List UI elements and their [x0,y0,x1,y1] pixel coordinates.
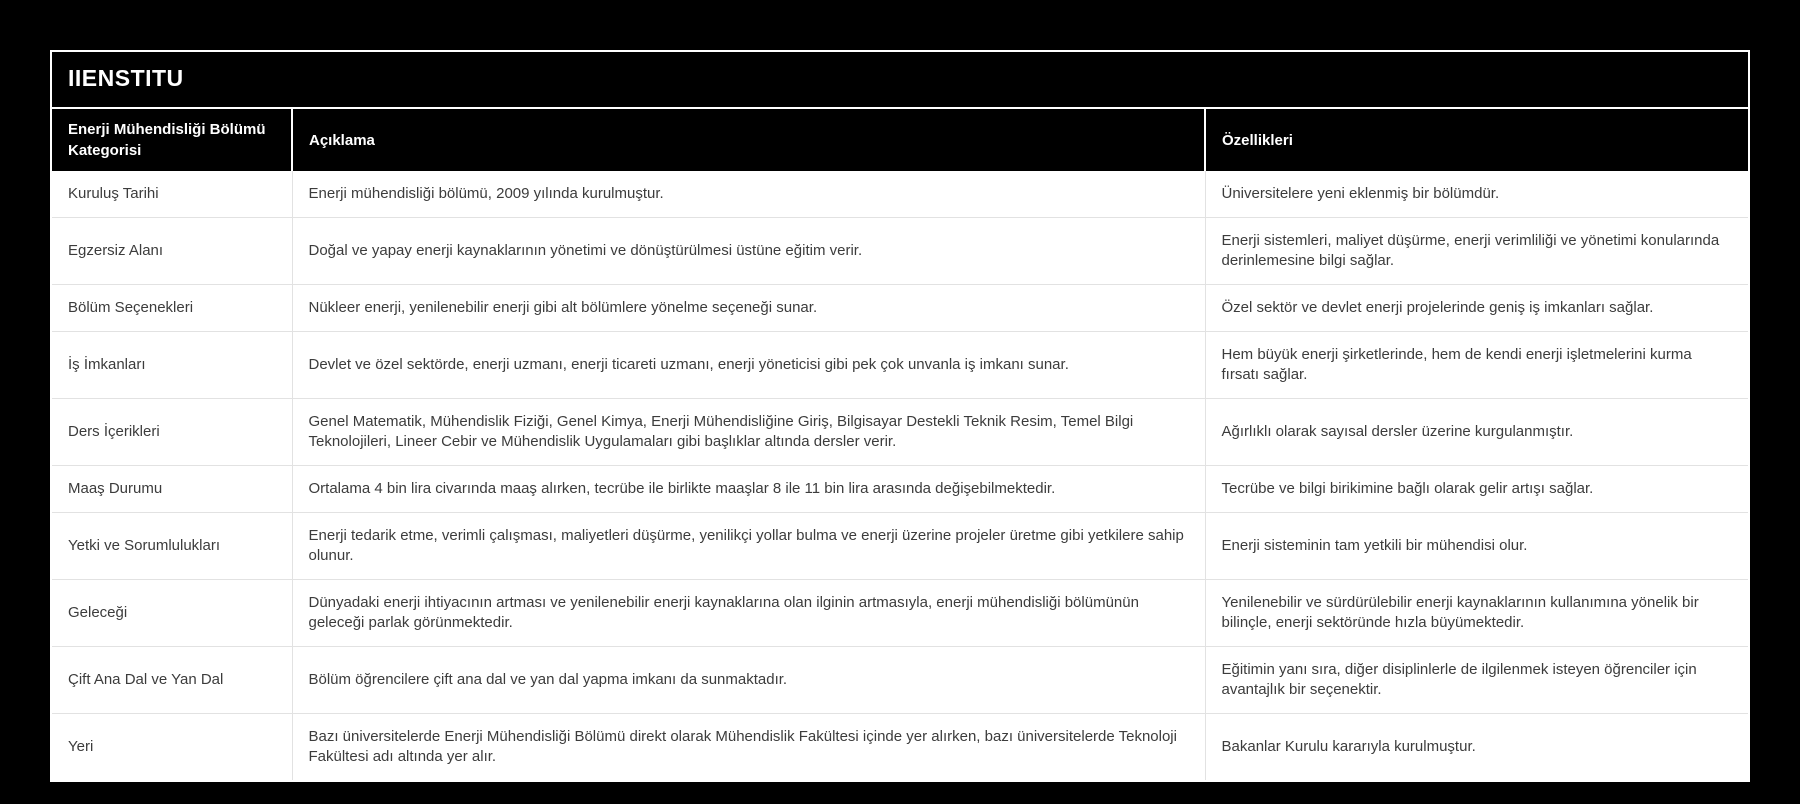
cell-description: Genel Matematik, Mühendislik Fiziği, Genel Kimya, Enerji Mühendisliğine Giriş, Bilgisayar Destekli Teknik Resim, Temel Bilgi Teknolojileri, Lineer Cebir ve Mühendislik Uygulamaları gibi başlıklar altında dersler verir. [292,399,1205,466]
cell-description: Ortalama 4 bin lira civarında maaş alırken, tecrübe ile birlikte maaşlar 8 ile 11 bin lira arasında değişebilmektedir. [292,466,1205,513]
table-row [52,714,1748,781]
cell-category: Maaş Durumu [52,466,292,513]
table-row [52,285,1748,332]
cell-category: Kuruluş Tarihi [52,171,292,218]
cell-category: Çift Ana Dal ve Yan Dal [52,647,292,714]
cell-features: Ağırlıklı olarak sayısal dersler üzerine kurgulanmıştır. [1205,399,1748,466]
cell-features: Özel sektör ve devlet enerji projelerinde geniş iş imkanları sağlar. [1205,285,1748,332]
cell-features: Bakanlar Kurulu kararıyla kurulmuştur. [1205,714,1748,781]
cell-category: Ders İçerikleri [52,399,292,466]
cell-category: İş İmkanları [52,332,292,399]
table-row [52,218,1748,285]
cell-description: Dünyadaki enerji ihtiyacının artması ve yenilenebilir enerji kaynaklarına olan ilginin artmasıyla, enerji mühendisliği bölümünün geleceği parlak görünmektedir. [292,580,1205,647]
cell-features: Hem büyük enerji şirketlerinde, hem de kendi enerji işletmelerini kurma fırsatı sağlar. [1205,332,1748,399]
header-row [52,109,1748,171]
cell-description: Bölüm öğrencilere çift ana dal ve yan dal yapma imkanı da sunmaktadır. [292,647,1205,714]
table-row [52,171,1748,218]
cell-category: Yetki ve Sorumlulukları [52,513,292,580]
cell-description: Bazı üniversitelerde Enerji Mühendisliği Bölümü direkt olarak Mühendislik Fakültesi içinde yer alırken, bazı üniversitelerde Teknoloji Fakültesi adı altında yer alır. [292,714,1205,781]
column-header-category: Enerji Mühendisliği Bölümü Kategorisi [52,109,292,171]
cell-features: Tecrübe ve bilgi birikimine bağlı olarak gelir artışı sağlar. [1205,466,1748,513]
cell-category: Bölüm Seçenekleri [52,285,292,332]
table-row [52,580,1748,647]
cell-description: Nükleer enerji, yenilenebilir enerji gibi alt bölümlere yönelme seçeneği sunar. [292,285,1205,332]
table-body [52,171,1748,780]
brand-title: IIENSTITU [52,52,1748,109]
cell-description: Enerji mühendisliği bölümü, 2009 yılında kurulmuştur. [292,171,1205,218]
table-row [52,332,1748,399]
info-table-card [50,50,1750,782]
cell-category: Yeri [52,714,292,781]
info-table [52,109,1748,780]
table-row [52,399,1748,466]
cell-description: Doğal ve yapay enerji kaynaklarının yönetimi ve dönüştürülmesi üstüne eğitim verir. [292,218,1205,285]
cell-description: Enerji tedarik etme, verimli çalışması, maliyetleri düşürme, yenilikçi yollar bulma ve enerji üzerine projeler üretme gibi yetkilere sahip olunur. [292,513,1205,580]
cell-category: Egzersiz Alanı [52,218,292,285]
cell-features: Üniversitelere yeni eklenmiş bir bölümdür. [1205,171,1748,218]
cell-features: Eğitimin yanı sıra, diğer disiplinlerle de ilgilenmek isteyen öğrenciler için avantajlık bir seçenektir. [1205,647,1748,714]
table-row [52,466,1748,513]
cell-features: Enerji sistemleri, maliyet düşürme, enerji verimliliği ve yönetimi konularında derinlemesine bilgi sağlar. [1205,218,1748,285]
cell-category: Geleceği [52,580,292,647]
table-header [52,109,1748,171]
column-header-features: Özellikleri [1205,109,1748,171]
table-row [52,513,1748,580]
cell-features: Enerji sisteminin tam yetkili bir mühendisi olur. [1205,513,1748,580]
cell-features: Yenilenebilir ve sürdürülebilir enerji kaynaklarının kullanımına yönelik bir bilinçle, enerji sektöründe hızla büyümektedir. [1205,580,1748,647]
column-header-description: Açıklama [292,109,1205,171]
cell-description: Devlet ve özel sektörde, enerji uzmanı, enerji ticareti uzmanı, enerji yöneticisi gibi pek çok unvanla iş imkanı sunar. [292,332,1205,399]
table-row [52,647,1748,714]
